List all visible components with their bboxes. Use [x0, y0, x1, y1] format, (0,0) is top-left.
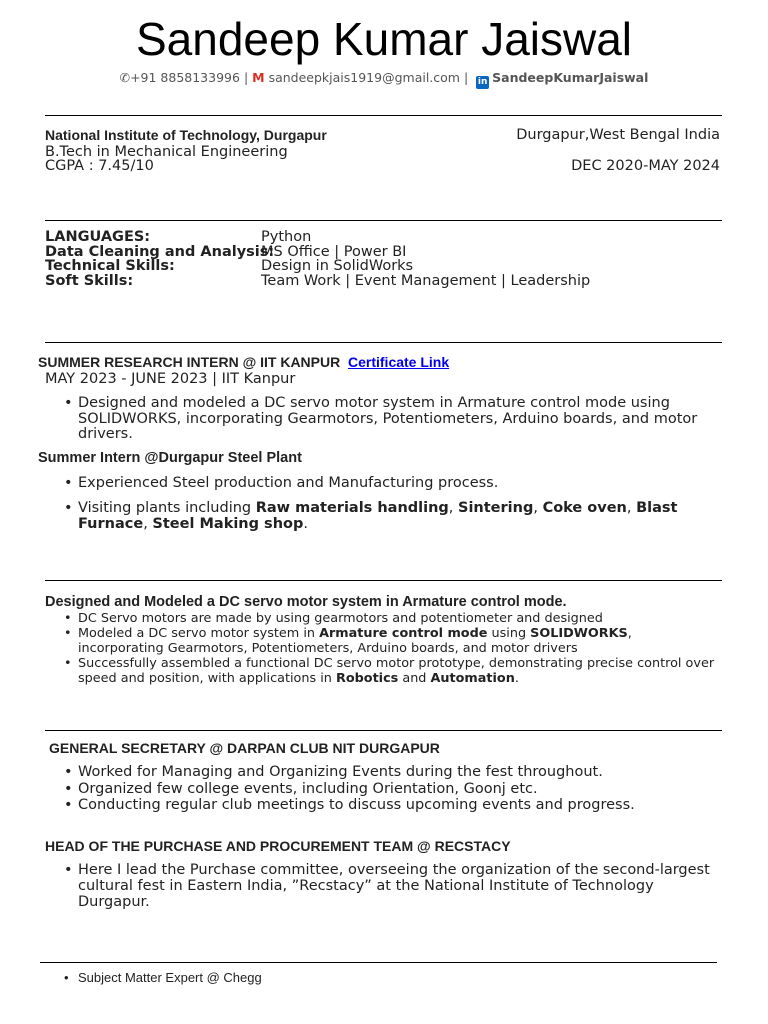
experience-bullets: [78, 475, 718, 492]
list-item: • Successfully assembled a functional DC servo motor prototype, demonstrating precise control over speed and position, with applications in Robotics and Automation.: [78, 656, 718, 686]
position-title: GENERAL SECRETARY @ DARPAN CLUB NIT DURGAPUR: [49, 740, 440, 756]
list-item: • Subject Matter Expert @ Chegg: [78, 970, 262, 986]
list-item: • Conducting regular club meetings to discuss upcoming events and progress.: [78, 797, 718, 814]
skill-value: Design in SolidWorks: [261, 258, 414, 274]
skill-value: MS Office | Power BI: [261, 243, 407, 260]
experience-bullets: [78, 500, 678, 532]
position-bullets: [78, 862, 728, 910]
skill-label: Soft Skills:: [45, 272, 134, 289]
position-bullets: [78, 764, 718, 814]
education-location: Durgapur,West Bengal India: [516, 127, 720, 143]
contact-line: ✆+91 8858133996 | M sandeepkjais1919@gmail.com | in SandeepKumarJaiswal: [119, 70, 649, 87]
section-divider: [45, 730, 722, 731]
section-divider: [45, 342, 722, 343]
list-item: • Organized few college events, including Orientation, Goonj etc.: [78, 781, 718, 798]
education-cgpa: CGPA : 7.45/10: [45, 158, 154, 174]
list-item: • Designed and modeled a DC servo motor system in Armature control mode using SOLIDWORKS, incorporating Gearmotors, Potentiometers, Arduino boards, and motor drivers.: [78, 396, 718, 443]
email-address[interactable]: sandeepkjais1919@gmail.com: [268, 70, 460, 85]
experience-bullets: [78, 396, 718, 443]
resume-name: Sandeep Kumar Jaiswal: [135, 13, 633, 65]
section-divider: [40, 962, 717, 963]
education-dates: DEC 2020-MAY 2024: [571, 158, 720, 174]
skill-value: Python: [261, 229, 312, 245]
linkedin-icon: in: [477, 77, 488, 87]
skill-label: Data Cleaning and Analysis:: [45, 243, 275, 260]
section-divider: [45, 580, 722, 581]
list-item: • Here I lead the Purchase committee, overseeing the organization of the second-largest cultural fest in Eastern India, ”Recstacy” at the National Institute of Technology Durgapur.: [78, 862, 728, 910]
list-item: • Experienced Steel production and Manufacturing process.: [78, 475, 718, 492]
phone-number: +91 8858133996: [130, 70, 240, 85]
list-item: • Modeled a DC servo motor system in Armature control mode using SOLIDWORKS, incorporating Gearmotors, Potentiometers, Arduino boards, and motor drivers: [78, 626, 718, 656]
other-bullets: [78, 970, 262, 986]
skill-label: LANGUAGES:: [45, 229, 151, 245]
section-divider: [45, 115, 722, 116]
education-degree: B.Tech in Mechanical Engineering: [45, 144, 288, 160]
linkedin-handle[interactable]: SandeepKumarJaiswal: [492, 70, 649, 85]
skill-row: [45, 243, 407, 260]
list-item: • Worked for Managing and Organizing Events during the fest throughout.: [78, 764, 718, 781]
skill-label: Technical Skills:: [45, 258, 175, 274]
skill-row: [45, 272, 591, 289]
project-title: Designed and Modeled a DC servo motor system in Armature control mode.: [45, 594, 567, 610]
list-item: • DC Servo motors are made by using gearmotors and potentiometer and designed: [78, 611, 718, 626]
list-item: • Visiting plants including Raw materials handling, Sintering, Coke oven, Blast Furnace, Steel Making shop.: [78, 500, 678, 532]
skills-list: [45, 229, 591, 289]
gmail-icon: M: [252, 70, 265, 85]
phone-icon: ✆: [119, 70, 131, 85]
skill-row: [45, 229, 312, 245]
skill-value: Team Work | Event Management | Leadership: [261, 272, 591, 289]
experience-subtitle: MAY 2023 - JUNE 2023 | IIT Kanpur: [45, 371, 296, 387]
certificate-link[interactable]: Certificate Link: [348, 354, 450, 370]
position-title: HEAD OF THE PURCHASE AND PROCUREMENT TEAM @ RECSTACY: [45, 838, 511, 854]
experience-title: SUMMER RESEARCH INTERN @ IIT KANPUR Certificate Link: [38, 354, 450, 370]
project-bullets: [78, 611, 718, 686]
experience-title: Summer Intern @Durgapur Steel Plant: [38, 450, 302, 466]
section-divider: [45, 220, 722, 221]
skill-row: [45, 258, 414, 274]
education-institute: National Institute of Technology, Durgapur: [45, 127, 327, 143]
